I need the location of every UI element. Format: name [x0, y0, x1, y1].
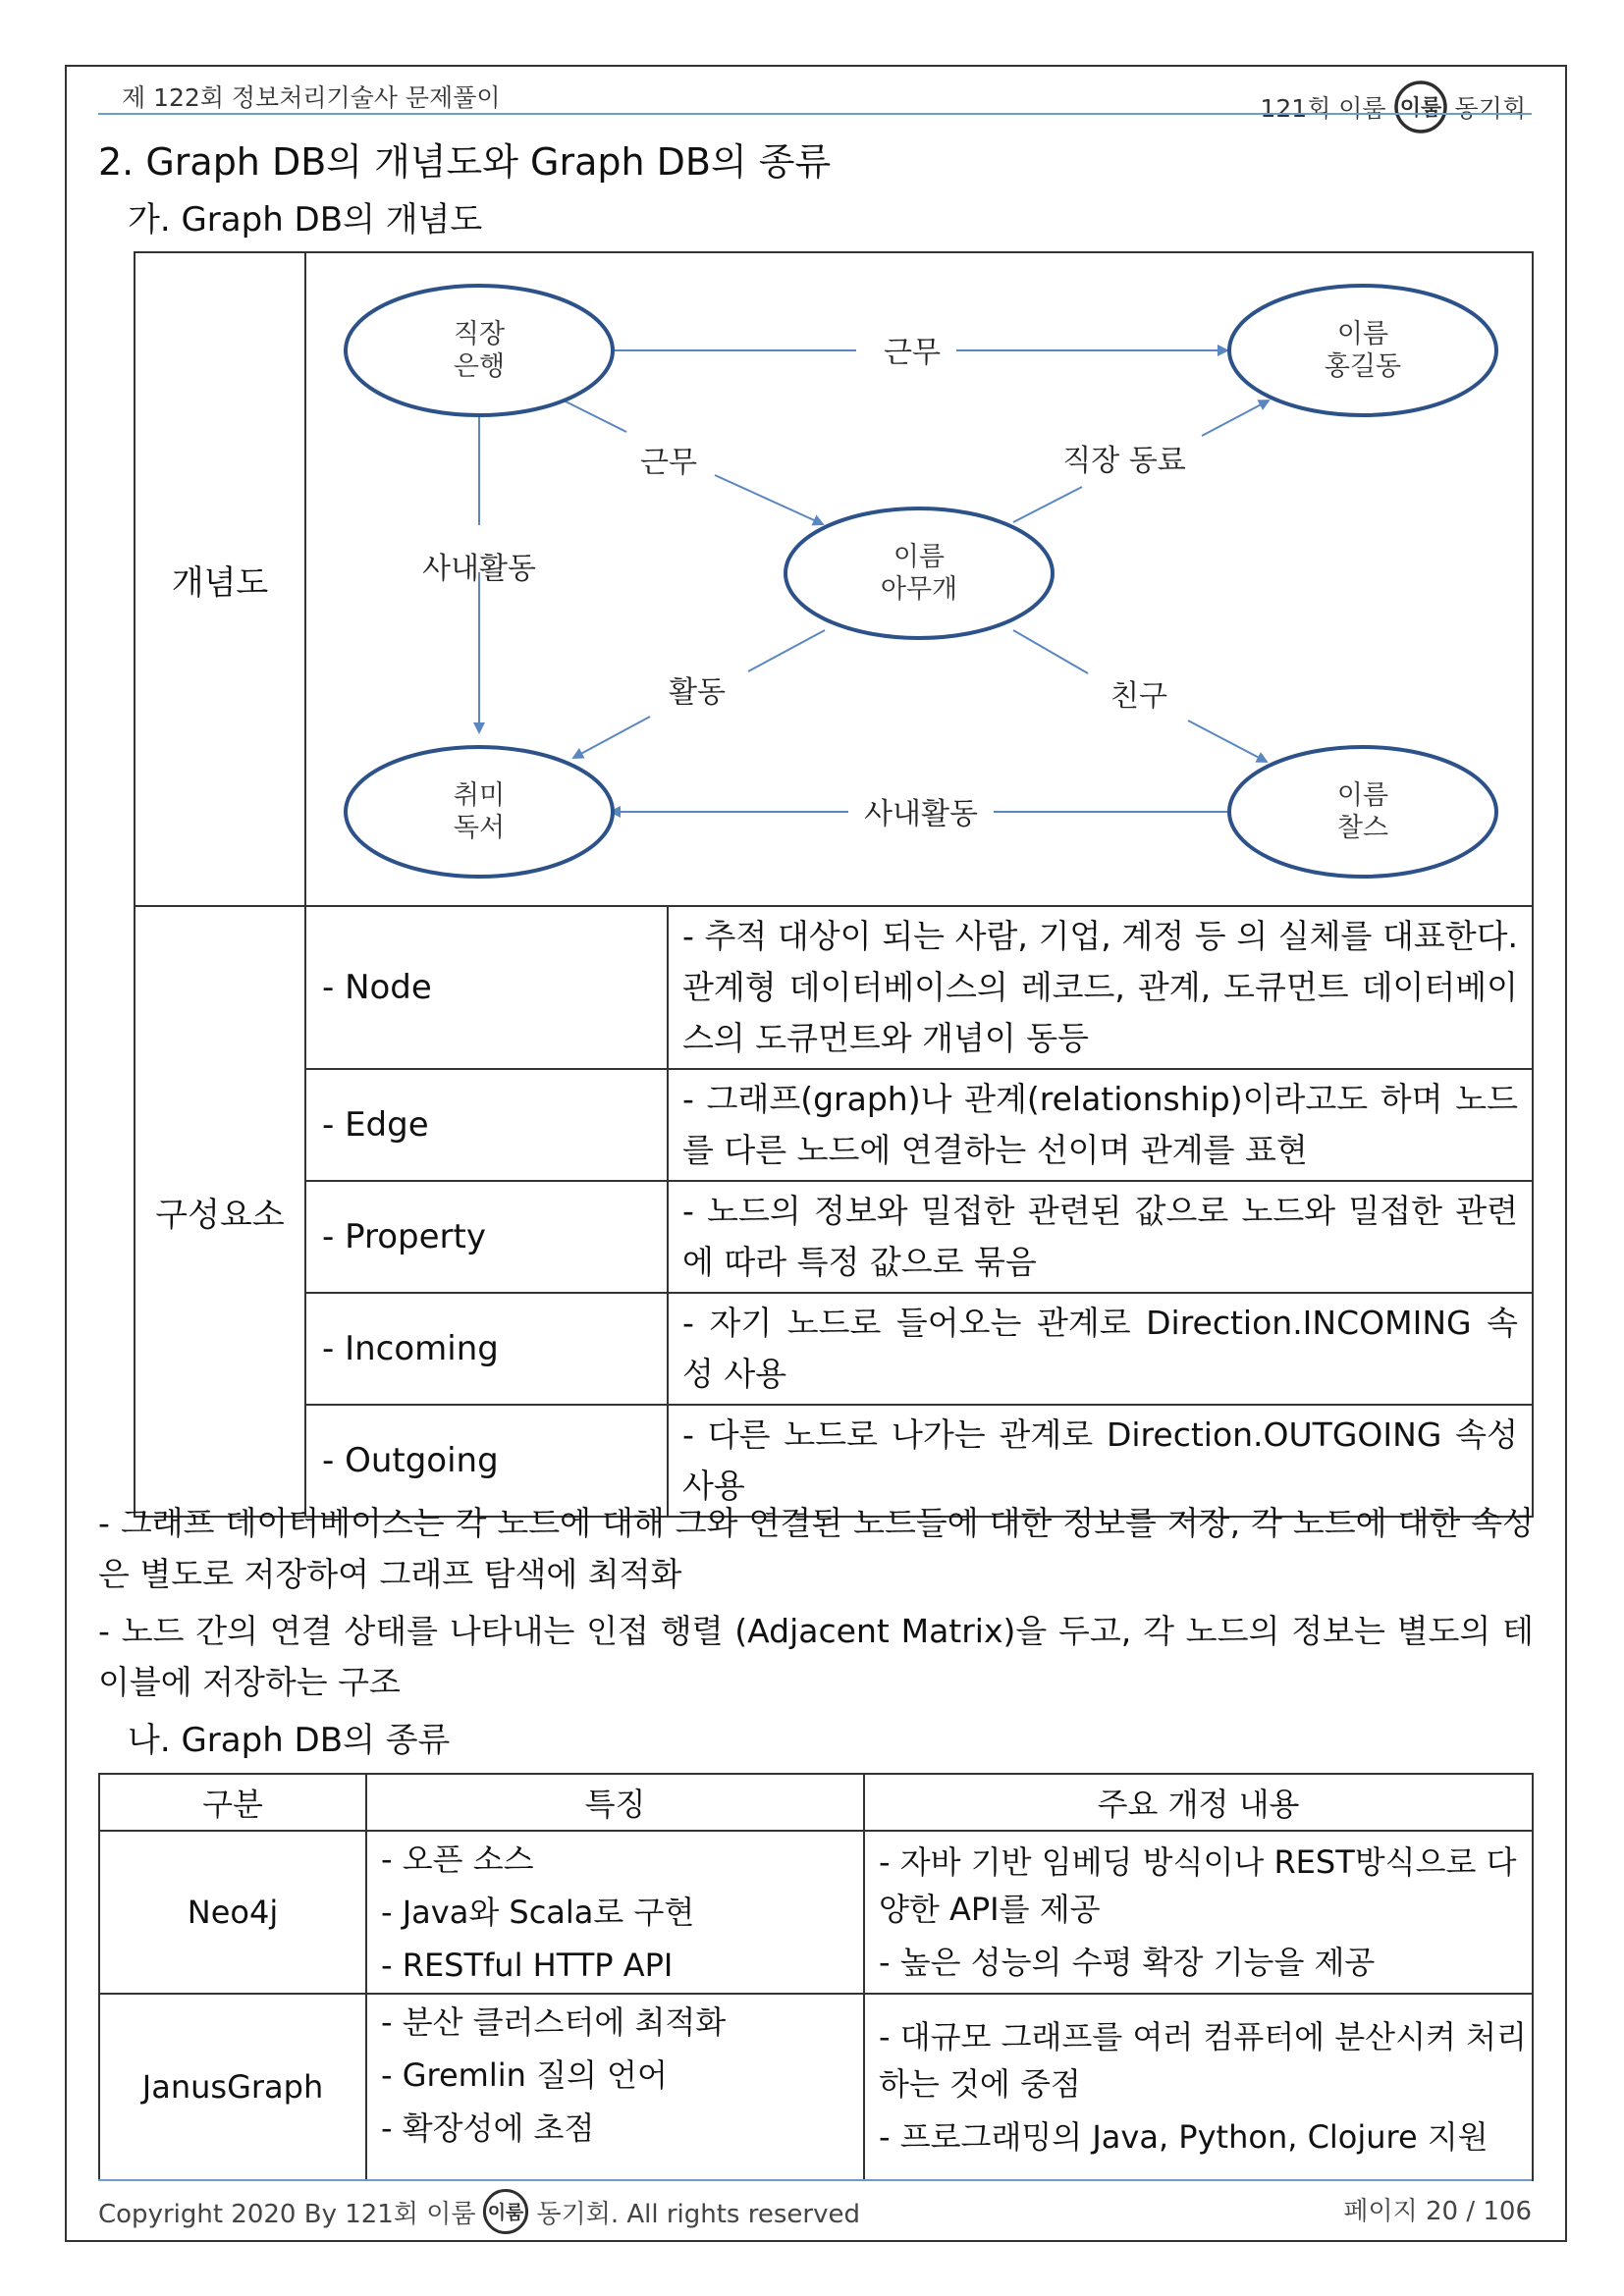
- graphdb-types-table: [98, 1773, 1534, 2181]
- edge-line-c-br-a: [1013, 630, 1088, 673]
- type-name: JanusGraph: [99, 1994, 366, 2180]
- note-paragraph-1: - 그래프 데이터베이스는 각 노드에 대해 그와 연결된 노드들에 대한 정보를 저장, 각 노드에 대한 속성은 별도로 저장하여 그래프 탐색에 최적화: [98, 1504, 1534, 1593]
- feature-item: - 오픈 소스: [381, 1841, 534, 1878]
- component-row-node: [135, 906, 1533, 1069]
- footer-copyright-suffix: 동기회. All rights reserved: [536, 2199, 860, 2229]
- types-row-neo4j: [99, 1831, 1533, 1994]
- concept-table: [134, 251, 1534, 1518]
- note-paragraph-2: - 노드 간의 연결 상태를 나타내는 인접 행렬 (Adjacent Matrix)을 두고, 각 노드의 정보는 별도의 테이블에 저장하는 구조: [98, 1612, 1534, 1701]
- node-hobby-line1: 취미: [453, 780, 506, 811]
- component-row-incoming: [135, 1293, 1533, 1405]
- type-features: [366, 1994, 864, 2180]
- header-right-prefix: 121회 이룸: [1260, 94, 1386, 123]
- node-hong: [1229, 286, 1496, 415]
- main-item: - 프로그래밍의 Java, Python, Clojure 지원: [879, 2118, 1489, 2156]
- subsection-b-title: 나. Graph DB의 종류: [128, 1721, 451, 1760]
- node-workplace: [346, 286, 613, 415]
- feature-item: - Java와 Scala로 구현: [381, 1894, 695, 1931]
- feature-item: - 분산 클러스터에 최적화: [381, 2003, 727, 2041]
- feature-item: - 확장성에 초점: [381, 2109, 595, 2147]
- component-desc: - 다른 노드로 나가는 관계로 Direction.OUTGOING 속성 사용: [668, 1405, 1533, 1517]
- section-title: 2. Graph DB의 개념도와 Graph DB의 종류: [98, 140, 832, 184]
- edge-line-c-br-b: [1188, 721, 1267, 762]
- component-desc: - 그래프(graph)나 관계(relationship)이라고도 하며 노드를 다른 노드에 연결하는 선이며 관계를 표현: [668, 1069, 1533, 1181]
- feature-item: - Gremlin 질의 언어: [381, 2056, 668, 2094]
- seal-logo-icon: [1392, 79, 1449, 135]
- header-right: [1260, 79, 1526, 135]
- edge-line-c-bl-b: [573, 717, 650, 758]
- component-term: - Property: [305, 1181, 668, 1293]
- edge-label-tl-tr: 근무: [884, 336, 941, 370]
- component-term: - Incoming: [305, 1293, 668, 1405]
- edge-line-c-bl-a: [748, 630, 825, 671]
- header-features: 특징: [366, 1774, 864, 1831]
- footer-copyright: [98, 2187, 860, 2236]
- header-category: 구분: [99, 1774, 366, 1831]
- header-right-suffix: 동기회: [1454, 94, 1526, 123]
- edge-line-c-tr-a: [1013, 487, 1082, 522]
- graph-diagram: [306, 253, 1532, 901]
- components-label: 구성요소: [135, 906, 305, 1517]
- footer-divider: [98, 2179, 1532, 2181]
- component-desc: - 노드의 정보와 밀접한 관련된 값으로 노드와 밀접한 관련에 따라 특정 값으로 묶음: [668, 1181, 1533, 1293]
- footer-seal-icon: [481, 2187, 530, 2236]
- node-hong-line2: 홍길동: [1324, 351, 1402, 382]
- node-amugae-line2: 아무개: [880, 574, 958, 605]
- type-name: Neo4j: [99, 1831, 366, 1994]
- footer-seal-text: 이룸: [488, 2201, 524, 2223]
- component-term: - Outgoing: [305, 1405, 668, 1517]
- concept-label: 개념도: [135, 252, 305, 906]
- concept-diagram-cell: [305, 252, 1533, 906]
- node-workplace-line1: 직장: [453, 319, 506, 349]
- node-workplace-line2: 은행: [453, 351, 506, 382]
- edge-label-tl-c: 근무: [640, 446, 697, 480]
- component-row-property: [135, 1181, 1533, 1293]
- component-row-edge: [135, 1069, 1533, 1181]
- edge-line-tl-c-a: [564, 400, 626, 432]
- node-hobby: [346, 747, 613, 877]
- types-row-janusgraph: [99, 1994, 1533, 2180]
- type-main-content: [864, 1831, 1533, 1994]
- seal-text: 이룸: [1399, 96, 1441, 121]
- header-main-content: 주요 개정 내용: [864, 1774, 1533, 1831]
- edge-line-c-tr-b: [1202, 400, 1269, 436]
- component-term: - Edge: [305, 1069, 668, 1181]
- type-features: [366, 1831, 864, 1994]
- edge-label-br-bl: 사내활동: [864, 797, 978, 831]
- edge-label-tl-bl: 사내활동: [422, 552, 536, 586]
- header-divider: [98, 113, 1532, 115]
- node-amugae: [785, 508, 1053, 638]
- main-item: - 자바 기반 임베딩 방식이나 REST방식으로 다양한 API를 제공: [879, 1843, 1517, 1928]
- node-hong-line1: 이름: [1336, 319, 1389, 349]
- header-title: 제 122회 정보처리기술사 문제풀이: [122, 83, 501, 112]
- types-header-row: [99, 1774, 1533, 1831]
- node-hobby-line2: 독서: [453, 813, 506, 843]
- node-charles-line1: 이름: [1336, 780, 1389, 811]
- node-charles-line2: 찰스: [1336, 813, 1389, 843]
- component-term: - Node: [305, 906, 668, 1069]
- edge-label-c-tr: 직장 동료: [1062, 444, 1186, 478]
- page-number: 페이지 20 / 106: [1343, 2197, 1532, 2226]
- edge-label-c-br: 친구: [1110, 679, 1167, 714]
- main-item: - 높은 성능의 수평 확장 기능을 제공: [879, 1944, 1376, 1981]
- edge-label-c-bl: 활동: [669, 675, 726, 710]
- edge-line-tl-c-b: [715, 475, 823, 524]
- feature-item: - RESTful HTTP API: [381, 1947, 674, 1984]
- component-desc: - 자기 노드로 들어오는 관계로 Direction.INCOMING 속성 사용: [668, 1293, 1533, 1405]
- type-main-content: [864, 1994, 1533, 2180]
- footer-copyright-prefix: Copyright 2020 By 121회 이룸: [98, 2199, 476, 2229]
- node-amugae-line1: 이름: [893, 542, 946, 572]
- main-item: - 대규모 그래프를 여러 컴퓨터에 분산시켜 처리하는 것에 중점: [879, 2018, 1527, 2103]
- node-charles: [1229, 747, 1496, 877]
- subsection-a-title: 가. Graph DB의 개념도: [128, 200, 483, 240]
- component-desc: - 추적 대상이 되는 사람, 기업, 계정 등 의 실체를 대표한다. 관계형 데이터베이스의 레코드, 관계, 도큐먼트 데이터베이스의 도큐먼트와 개념이 동등: [668, 906, 1533, 1069]
